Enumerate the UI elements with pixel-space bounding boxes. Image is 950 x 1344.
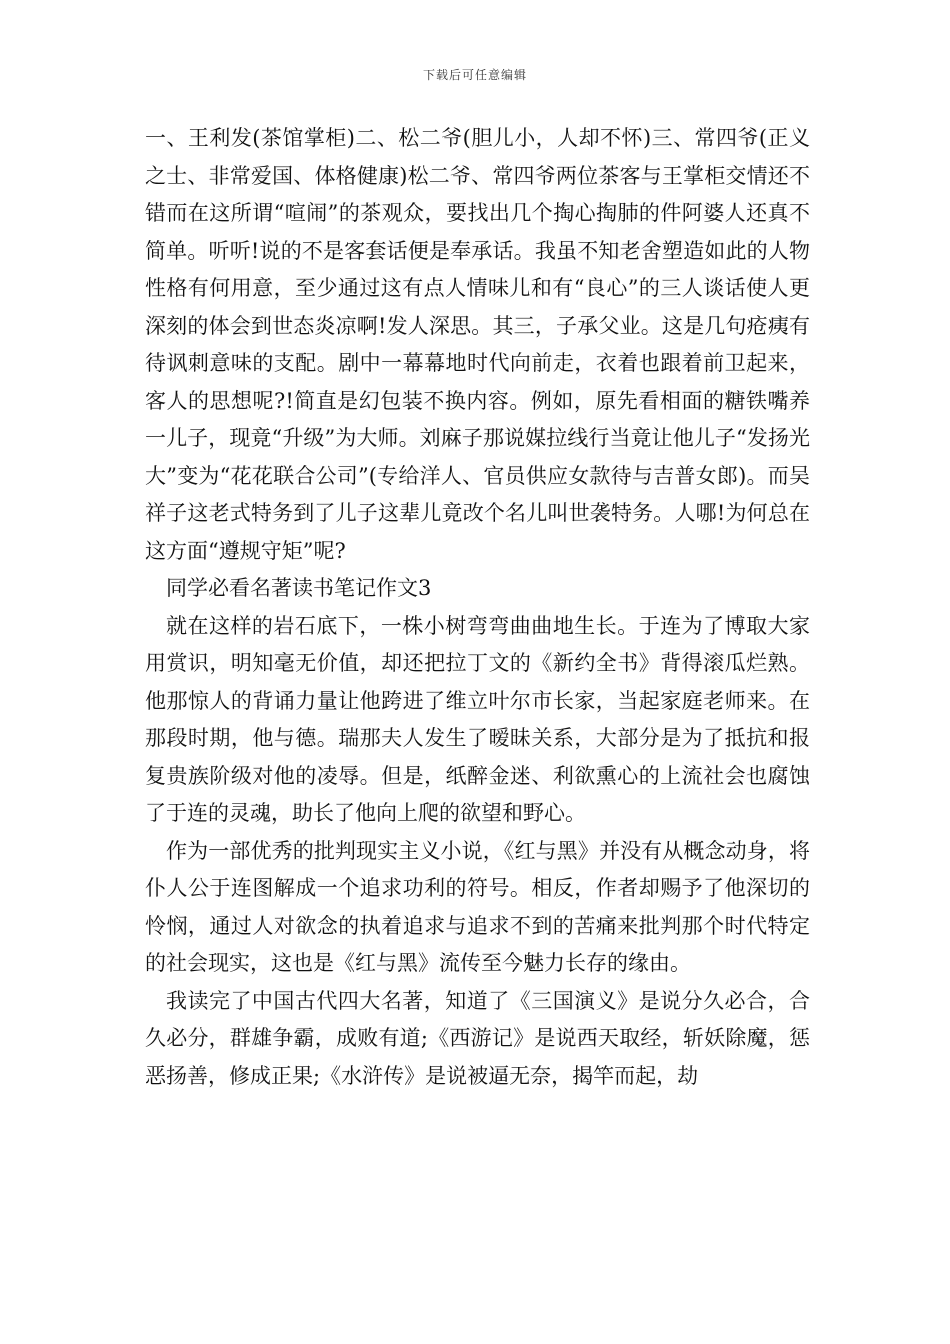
section-title: 同学必看名著读书笔记作文3 xyxy=(166,576,432,600)
document-body xyxy=(145,120,810,1095)
paragraph-four-classics: 我读完了中国古代四大名著，知道了《三国演义》是说分久必合，合久必分，群雄争霸，成败有道;《西游记》是说西天取经，斩妖除魔，惩恶扬善，修成正果;《水浒传》是说被逼无奈，揭竿而起，劫 xyxy=(145,988,810,1088)
paragraph-red-and-black: 作为一部优秀的批判现实主义小说，《红与黑》并没有从概念动身，将仆人公于连图解成一个追求功利的符号。相反，作者却赐予了他深切的怜悯，通过人对欲念的执着追求与追求不到的苦痛来批判那个时代特定的社会现实，这也是《红与黑》流传至今魅力长存的缘由。 xyxy=(145,838,810,975)
paragraph-teahouse-characters: 一、王利发(茶馆掌柜)二、松二爷(胆儿小，人却不怀)三、常四爷(正义之士、非常爱国、体格健康)松二爷、常四爷两位茶客与王掌柜交情还不错而在这所谓“喧闹”的茶观众，要找出几个掏心掏肺的件阿婆人还真不简单。听听!说的不是客套话便是奉承话。我虽不知老舍塑造如此的人物性格有何用意，至少通过这有点人情味儿和有“良心”的三人谈话使人更深刻的体会到世态炎凉啊!发人深思。其三，子承父业。这是几句疮痍有待讽刺意味的支配。剧中一幕幕地时代向前走，衣着也跟着前卫起来，客人的思想呢?!简直是幻包装不换内容。例如，原先看相面的糖铁嘴养一儿子，现竟“升级”为大师。刘麻子那说媒拉线行当竟让他儿子“发扬光大”变为“花花联合公司”(专给洋人、官员供应女款待与吉普女郎)。而吴祥子这老式特务到了儿子这辈儿竟改个名儿叫世袭特务。人哪!为何总在这方面“遵规守矩”呢? xyxy=(145,126,810,563)
paragraph-julien-tutor: 就在这样的岩石底下，一株小树弯弯曲曲地生长。于连为了博取大家用赏识，明知毫无价值，却还把拉丁文的《新约全书》背得滚瓜烂熟。他那惊人的背诵力量让他跨进了维立叶尔市长家，当起家庭老师来。在那段时期，他与德。瑞那夫人发生了暧昧关系，大部分是为了抵抗和报复贵族阶级对他的凌辱。但是，纸醉金迷、利欲熏心的上流社会也腐蚀了于连的灵魂，助长了他向上爬的欲望和野心。 xyxy=(145,613,810,825)
page-header: 下载后可任意编辑 xyxy=(422,68,527,82)
